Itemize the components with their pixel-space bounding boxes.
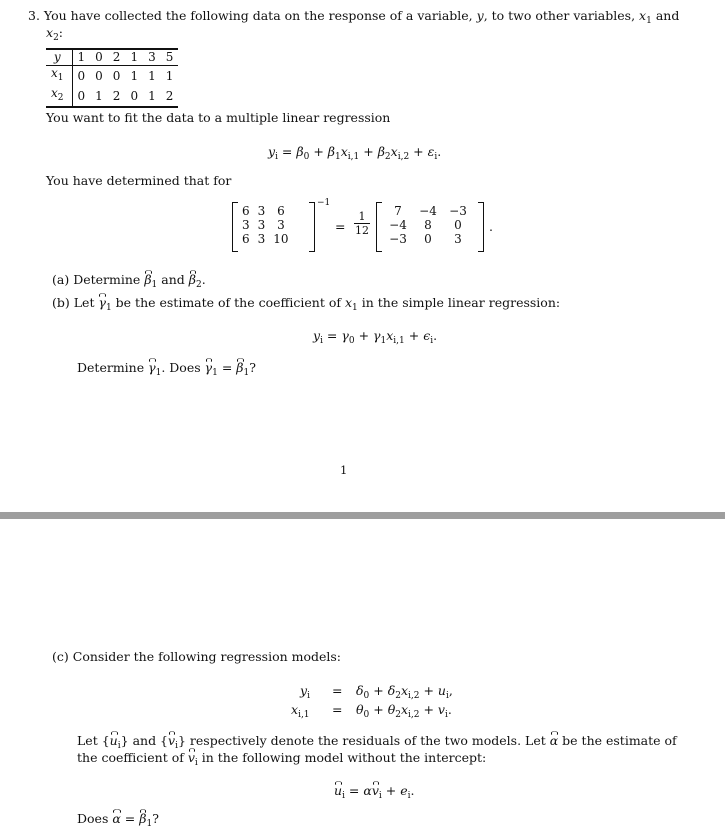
page-separator — [0, 512, 725, 519]
matrix-cell: −3 — [389, 232, 407, 246]
matrix-cell: −4 — [419, 204, 437, 218]
intro-line2: $x_2$: — [46, 25, 64, 43]
model-2-eq: = — [332, 702, 343, 717]
inverse-exponent: −1 — [317, 198, 331, 208]
simple-regression-equation: $y_i = \gamma_0 + \gamma_1x_{i,1} + \epsilon_i$. — [313, 328, 438, 346]
let-2: respectively denote the residuals of the two models. Let — [189, 733, 546, 748]
table-cell: 1 — [143, 86, 161, 107]
page-2 — [0, 519, 725, 829]
let-1: Let — [77, 733, 98, 748]
table-cell: 0 — [77, 68, 86, 83]
model-1-eq: = — [332, 683, 343, 698]
table-cell: 3 — [143, 49, 161, 66]
matrix-cell: 3 — [242, 218, 250, 232]
fraction-denominator: 12 — [355, 224, 369, 237]
intro-colon: : — [58, 25, 64, 40]
problem-intro: 3. You have collected the following data on the response of a variable, y, to two other variables, $x_1$ and — [28, 8, 680, 26]
residuals-line-2: the coefficient of $v_i$ in the following model without the intercept: — [77, 750, 487, 768]
table-row — [46, 86, 178, 107]
data-table — [46, 48, 178, 108]
xtx-matrix — [238, 204, 293, 246]
table-cell: 2 — [108, 49, 126, 66]
matrix-cell: 10 — [273, 232, 289, 246]
table-cell: 0 — [72, 86, 90, 107]
matrix-cell: 0 — [454, 218, 462, 232]
line2-a: the coefficient of — [77, 750, 184, 765]
matrix-row — [238, 204, 293, 218]
intro-x1: x — [639, 8, 647, 23]
table-cell: 2 — [161, 86, 179, 107]
model-2-rhs: $\theta_0 + \theta_2x_{i,2} + v_i$. — [356, 702, 452, 720]
matrix-cell: 6 — [242, 204, 250, 218]
fraction-numerator: 1 — [354, 210, 370, 224]
part-b: (b) Let $\gamma_1$ be the estimate of the coefficient of $x_1$ in the simple linear regression: — [52, 295, 561, 313]
residuals-line-1: Let $\{u_i\}$ and $\{v_i\}$ respectively denote the residuals of the two models. Let α be the estimate of — [77, 733, 677, 751]
intro-mid: , to two other variables, — [483, 8, 636, 23]
matrix-cell: 6 — [242, 232, 250, 246]
part-a: (a) Determine $\beta_1$ and $\beta_2$. — [52, 272, 206, 290]
part-a-text: Determine — [73, 272, 141, 287]
table-cell: 1 — [90, 86, 108, 107]
determine-gamma: Determine $\gamma_1$. Does $\gamma_1 = \beta_1$? — [77, 360, 256, 378]
intro-and: and — [655, 8, 680, 23]
and-word: and — [132, 733, 157, 748]
matrix-cell: 6 — [277, 204, 285, 218]
does-text-1: Does — [169, 360, 201, 375]
row-label: $x_1$ — [46, 66, 72, 87]
model-1-lhs: $y_i$ — [300, 683, 310, 701]
table-cell: 2 — [108, 86, 126, 107]
table-cell: 0 — [95, 68, 103, 83]
left-bracket — [376, 202, 382, 252]
part-c-label: (c) — [52, 649, 69, 664]
table-cell: 1 — [125, 49, 143, 66]
matrix-row — [383, 232, 473, 246]
fit-sentence: You want to fit the data to a multiple linear regression — [46, 110, 391, 125]
table-cell: 5 — [161, 49, 179, 66]
model-2-lhs: $x_{i,1}$ — [291, 702, 310, 720]
matrix-cell: −3 — [449, 204, 467, 218]
matrix-cell: 3 — [257, 204, 266, 218]
matrix-cell: −4 — [389, 218, 407, 232]
intro-x2: x — [46, 25, 54, 40]
equals-sign: = — [335, 219, 346, 234]
table-row — [46, 66, 178, 87]
matrix-cell: 8 — [424, 218, 432, 232]
regression-equation: $y_i = \beta_0 + \beta_1x_{i,1} + \beta_2x_{i,2} + \varepsilon_i$. — [268, 144, 442, 162]
problem-number: 3. — [28, 8, 40, 23]
period: . — [489, 219, 493, 234]
fraction — [354, 210, 370, 237]
matrix-row — [238, 232, 293, 246]
right-bracket — [309, 202, 315, 252]
part-b-text1: Let — [73, 295, 95, 310]
part-b-label: (b) — [52, 295, 70, 310]
table-cell: 0 — [112, 68, 121, 83]
table-cell: 1 — [130, 68, 139, 83]
intro-y: y — [476, 8, 484, 23]
matrix-cell: 3 — [454, 232, 462, 246]
does-text-2: Does — [77, 811, 109, 826]
part-c-text: Consider the following regression models: — [72, 649, 342, 664]
matrix-cell: 0 — [424, 232, 432, 246]
table-cell: 0 — [125, 86, 143, 107]
part-b-text2: be the estimate of the coefficient of — [115, 295, 341, 310]
determined-sentence: You have determined that for — [46, 173, 232, 188]
row-label: $x_2$ — [46, 86, 72, 107]
matrix-row — [383, 204, 473, 218]
part-a-and: and — [161, 272, 185, 287]
matrix-cell: 7 — [394, 204, 402, 218]
table-cell: 1 — [148, 68, 156, 83]
matrix-cell: 3 — [257, 218, 266, 232]
matrix-row — [383, 218, 473, 232]
determine-gamma-text: Determine — [77, 360, 145, 375]
model-1-rhs: $\delta_0 + \delta_2x_{i,2} + u_i$, — [356, 683, 453, 701]
table-cell: 1 — [165, 68, 174, 83]
page-number: 1 — [340, 463, 348, 477]
table-row — [46, 49, 178, 66]
matrix-cell: 3 — [277, 218, 285, 232]
right-bracket — [478, 202, 484, 252]
part-a-label: (a) — [52, 272, 70, 287]
intro-text: You have collected the following data on the response of a variable, — [43, 8, 473, 23]
row-label: y — [46, 49, 72, 66]
final-question: Does $\alpha = \beta_1$? — [77, 811, 159, 829]
part-b-text3: in the simple linear regression: — [361, 295, 561, 310]
inverse-matrix — [383, 204, 473, 246]
table-cell: 0 — [90, 49, 108, 66]
let-3: be the estimate of — [562, 733, 677, 748]
part-c — [52, 649, 341, 664]
line2-b: in the following model without the intercept: — [201, 750, 487, 765]
matrix-row — [238, 218, 293, 232]
table-cell: 1 — [72, 49, 90, 66]
no-intercept-model: $u_i = \alpha v_i + e_i$. — [334, 783, 415, 801]
matrix-cell: 3 — [257, 232, 266, 246]
